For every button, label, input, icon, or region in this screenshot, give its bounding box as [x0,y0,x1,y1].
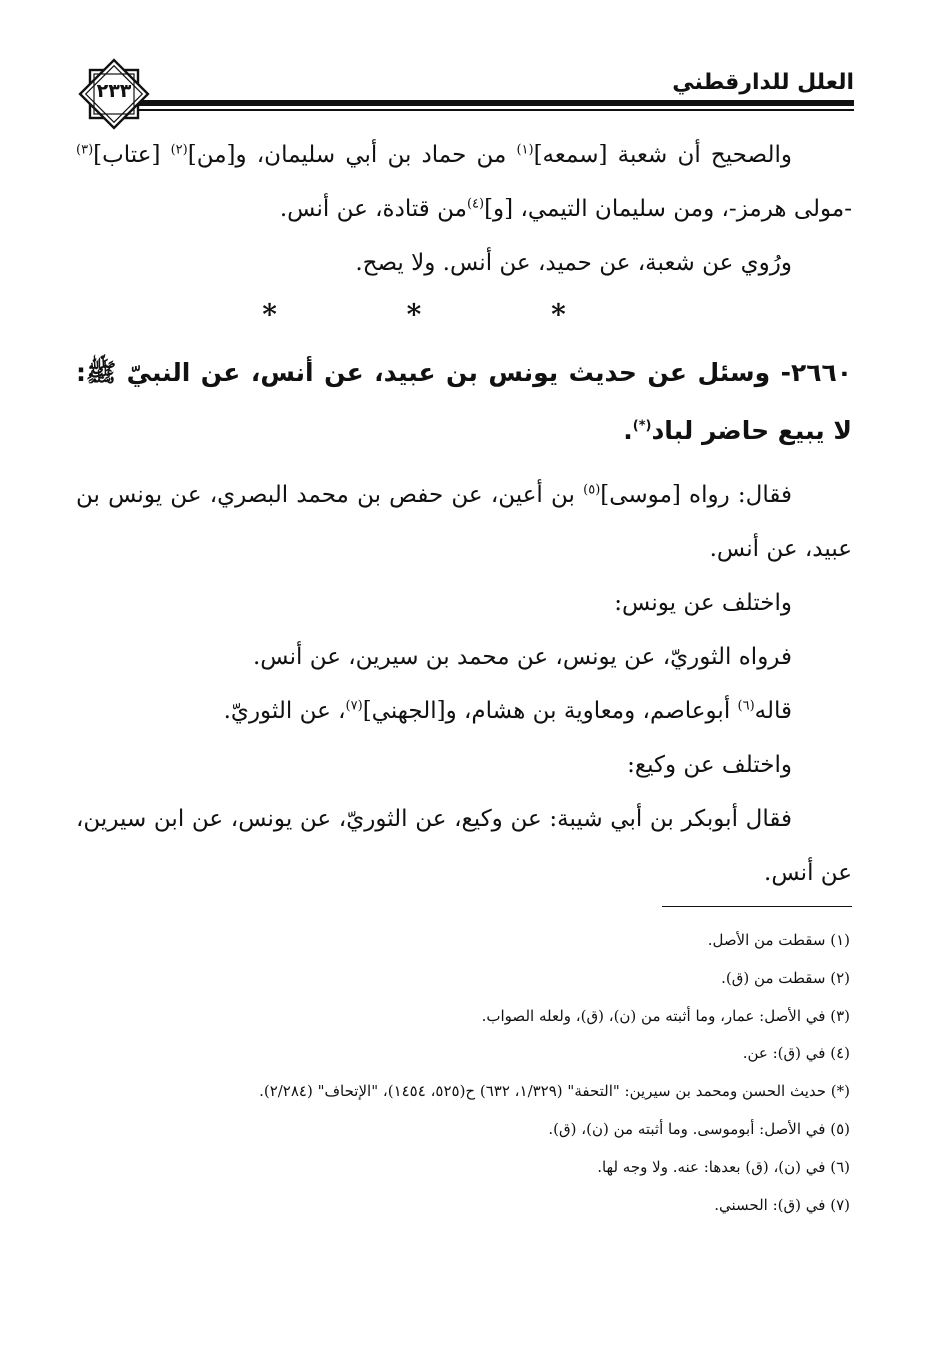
section-separator-stars: * * * [262,298,626,331]
footnote-separator [662,906,852,907]
page-header [76,48,854,118]
footnote-4: (٤) في (ق): عن. [742,1044,850,1063]
footnote-star: (*) حديث الحسن ومحمد بن سيرين: "التحفة" (١/٣٢٩، ٦٣٢) ح(٥٢٥، ١٤٥٤)، "الإتحاف" (٢/٢٨٤). [259,1082,850,1101]
text-run: ، عن الثوريّ. [223,698,346,724]
footnote-1: (١) سقطت من الأصل. [707,931,850,949]
header-double-rule [136,100,854,112]
footnote-ref-5[interactable]: (٥) [583,482,601,498]
paragraph-disagreement-yunus: واختلف عن يونس: [614,590,792,616]
paragraph-narration: ورُوي عن شعبة، عن حميد، عن أنس. ولا يصح. [355,250,792,276]
text-run: والصحيح أن شعبة [سمعه] [533,142,792,168]
footnote-ref-7[interactable]: (٧) [345,698,363,714]
footnote-3: (٣) في الأصل: عمار، وما أثبته من (ن)، (ق)، ولعله الصواب. [481,1006,850,1025]
text-run: -مولى هرمز-، ومن سليمان التيمي، [و] [484,196,852,222]
paragraph-narrators [76,684,852,738]
footnote-ref-3[interactable]: (٣) [76,142,94,158]
text-run: [عتاب] [93,142,171,168]
paragraph-correct-chain [76,128,852,236]
main-text [76,128,852,900]
text-run: بن أعين، عن حفص بن محمد البصري، عن يونس بن عبيد، عن أنس. [76,482,852,562]
paragraph-answer [76,468,852,576]
text-run: فقال: رواه [موسى] [600,482,792,508]
footnote-2: (٢) سقطت من (ق). [721,968,850,987]
footnote-6: (٦) في (ن)، (ق) بعدها: عنه. ولا وجه لها. [597,1157,850,1176]
footnotes-list [80,922,850,1224]
book-title: العلل للدارقطني [672,70,854,95]
header-rule-thin [136,109,854,111]
footnote-ref-2[interactable]: (٢) [170,142,188,158]
heading-text: ٢٦٦٠- وسئل عن حديث يونس بن عبيد، عن أنس، عن النبيّ ﷺ: لا يبيع حاضر لباد [76,358,852,445]
text-run: قاله [754,698,792,724]
footnote-ref-star[interactable]: (*) [632,418,652,434]
paragraph-abu-bakr: فقال أبوبكر بن أبي شيبة: عن وكيع، عن الثوريّ، عن يونس، عن ابن سيرين، عن أنس. [76,806,852,886]
footnote-ref-6[interactable]: (٦) [737,698,755,714]
text-run: من حماد بن أبي سليمان، و[من] [187,142,517,168]
paragraph-thawri-narration: فرواه الثوريّ، عن يونس، عن محمد بن سيرين، عن أنس. [252,644,792,670]
paragraph-disagreement-waki: واختلف عن وكيع: [627,752,792,778]
heading-text: . [623,416,633,445]
page-number-badge [76,56,152,132]
footnote-ref-1[interactable]: (١) [516,142,534,158]
page-number: ٢٣٣ [96,80,132,102]
footnote-ref-4[interactable]: (٤) [466,196,485,212]
text-run: أبوعاصم، ومعاوية بن هشام، و[الجهني] [362,698,738,724]
entry-heading [76,344,852,460]
footnote-5: (٥) في الأصل: أبوموسى. وما أثبته من (ن)، (ق). [548,1119,850,1138]
text-run: من قتادة، عن أنس. [279,196,467,222]
footnote-7: (٧) في (ق): الحسني. [714,1195,850,1214]
header-rule-thick [136,100,854,106]
